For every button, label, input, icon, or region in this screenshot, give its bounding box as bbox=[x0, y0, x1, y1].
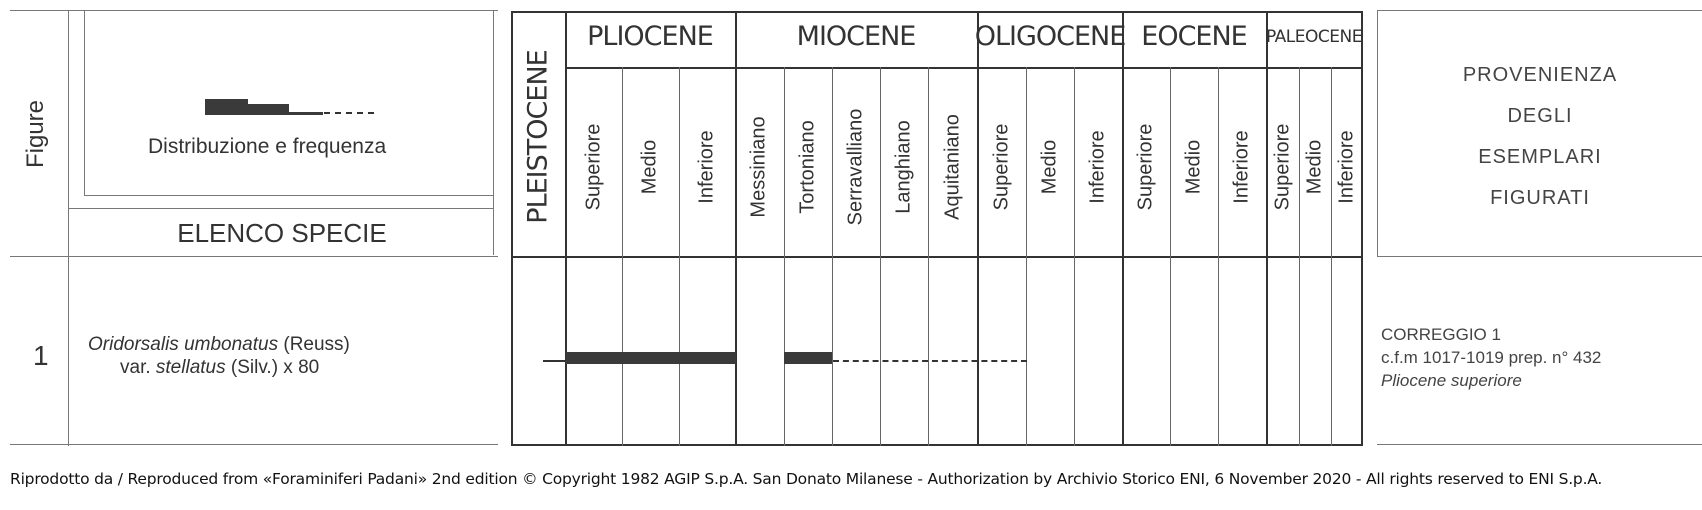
chart-border-right bbox=[1361, 11, 1363, 446]
range-bar-pliocene bbox=[566, 352, 736, 364]
stage-divider bbox=[679, 67, 680, 446]
stage-label: Superiore bbox=[990, 123, 1013, 211]
range-bar-tortoniano bbox=[784, 352, 832, 364]
species-name: Oridorsalis umbonatus bbox=[88, 334, 279, 355]
epoch-divider bbox=[1266, 11, 1268, 446]
range-line-pleistocene bbox=[543, 360, 567, 362]
variety-name: stellatus bbox=[155, 357, 226, 378]
divider bbox=[84, 10, 85, 195]
stage-label: Superiore bbox=[1134, 123, 1157, 211]
stage-label: Inferiore bbox=[695, 130, 718, 204]
stage-label: Tortoniano bbox=[796, 120, 819, 214]
provenance-sample: c.f.m 1017-1019 prep. n° 432 bbox=[1381, 348, 1602, 367]
divider bbox=[1377, 10, 1378, 256]
epoch-divider bbox=[1122, 11, 1124, 446]
range-dash-rare bbox=[833, 360, 1027, 362]
variety-author: (Silv.) x 80 bbox=[225, 357, 320, 378]
epoch-paleocene: PALEOCENE bbox=[1266, 27, 1362, 47]
row-number: 1 bbox=[33, 340, 49, 371]
species-name-line bbox=[88, 334, 350, 356]
variety-prefix: var. bbox=[120, 357, 156, 378]
provenance-header-line: FIGURATI bbox=[1490, 187, 1590, 209]
chart-border-bottom bbox=[511, 444, 1363, 446]
legend-caption: Distribuzione e frequenza bbox=[148, 135, 387, 158]
legend-bar-medium bbox=[248, 104, 289, 115]
divider bbox=[68, 10, 69, 446]
legend-dash-rare bbox=[324, 112, 374, 114]
epoch-oligocene: OLIGOCENE bbox=[974, 21, 1126, 52]
stage-label: Inferiore bbox=[1335, 130, 1358, 204]
divider bbox=[84, 195, 494, 196]
provenance-details bbox=[1381, 323, 1601, 392]
divider bbox=[1377, 444, 1702, 445]
variety-line bbox=[120, 357, 319, 379]
stage-label: Medio bbox=[638, 139, 661, 195]
chart-border-header bbox=[511, 256, 1363, 258]
provenance-age: Pliocene superiore bbox=[1381, 371, 1522, 390]
stage-divider bbox=[1299, 67, 1300, 446]
stage-divider bbox=[880, 67, 881, 446]
figure-column-label: Figure bbox=[22, 99, 49, 169]
epoch-miocene: MIOCENE bbox=[796, 21, 916, 52]
stage-label: Superiore bbox=[582, 123, 605, 211]
divider bbox=[10, 444, 498, 445]
stage-divider bbox=[1331, 67, 1332, 446]
stage-label: Medio bbox=[1303, 139, 1326, 195]
pleistocene-divider bbox=[565, 11, 567, 446]
stage-label: Messiniano bbox=[747, 116, 770, 218]
stage-divider bbox=[784, 67, 785, 446]
epoch-eocene: EOCENE bbox=[1141, 21, 1247, 52]
divider bbox=[10, 256, 498, 257]
stage-label: Langhiano bbox=[892, 120, 915, 214]
chart-border-left bbox=[511, 11, 513, 446]
copyright-footer: Riprodotto da / Reproduced from «Foraminiferi Padani» 2nd edition © Copyright 1982 AGIP S.p.A. San Donato Milanese - Authorization by Archivio Storico ENI, 6 November 2020 - All rights reserved to ENI S.p.A. bbox=[10, 470, 1603, 488]
legend-bar-high bbox=[205, 99, 248, 115]
stage-divider bbox=[1026, 67, 1027, 446]
divider bbox=[1377, 256, 1702, 257]
stage-divider bbox=[1218, 67, 1219, 446]
stage-divider bbox=[832, 67, 833, 446]
species-author: (Reuss) bbox=[278, 334, 350, 355]
stage-divider bbox=[928, 67, 929, 446]
stage-label: Medio bbox=[1038, 139, 1061, 195]
epoch-stage-divider bbox=[566, 67, 1363, 69]
provenance-header-line: DEGLI bbox=[1507, 105, 1573, 127]
stage-divider bbox=[1074, 67, 1075, 446]
stage-label: Inferiore bbox=[1230, 130, 1253, 204]
pleistocene-label: PLEISTOCENE bbox=[522, 50, 554, 224]
stage-label: Medio bbox=[1182, 139, 1205, 195]
legend-bar-low bbox=[289, 112, 323, 115]
stage-label: Serravalliano bbox=[844, 108, 867, 226]
chart-border-top bbox=[511, 11, 1363, 13]
provenance-header-line: ESEMPLARI bbox=[1478, 146, 1602, 168]
epoch-divider bbox=[977, 11, 979, 446]
provenance-well: CORREGGIO 1 bbox=[1381, 325, 1501, 344]
stage-label: Aquitaniano bbox=[941, 114, 964, 220]
species-list-title: ELENCO SPECIE bbox=[177, 218, 387, 248]
stage-label: Inferiore bbox=[1086, 130, 1109, 204]
divider bbox=[68, 208, 494, 209]
divider bbox=[1377, 10, 1702, 11]
stage-label: Superiore bbox=[1271, 123, 1294, 211]
stage-divider bbox=[1170, 67, 1171, 446]
epoch-divider bbox=[735, 11, 737, 446]
provenance-header-line: PROVENIENZA bbox=[1462, 64, 1618, 86]
epoch-pliocene: PLIOCENE bbox=[587, 21, 713, 52]
stage-divider bbox=[622, 67, 623, 446]
